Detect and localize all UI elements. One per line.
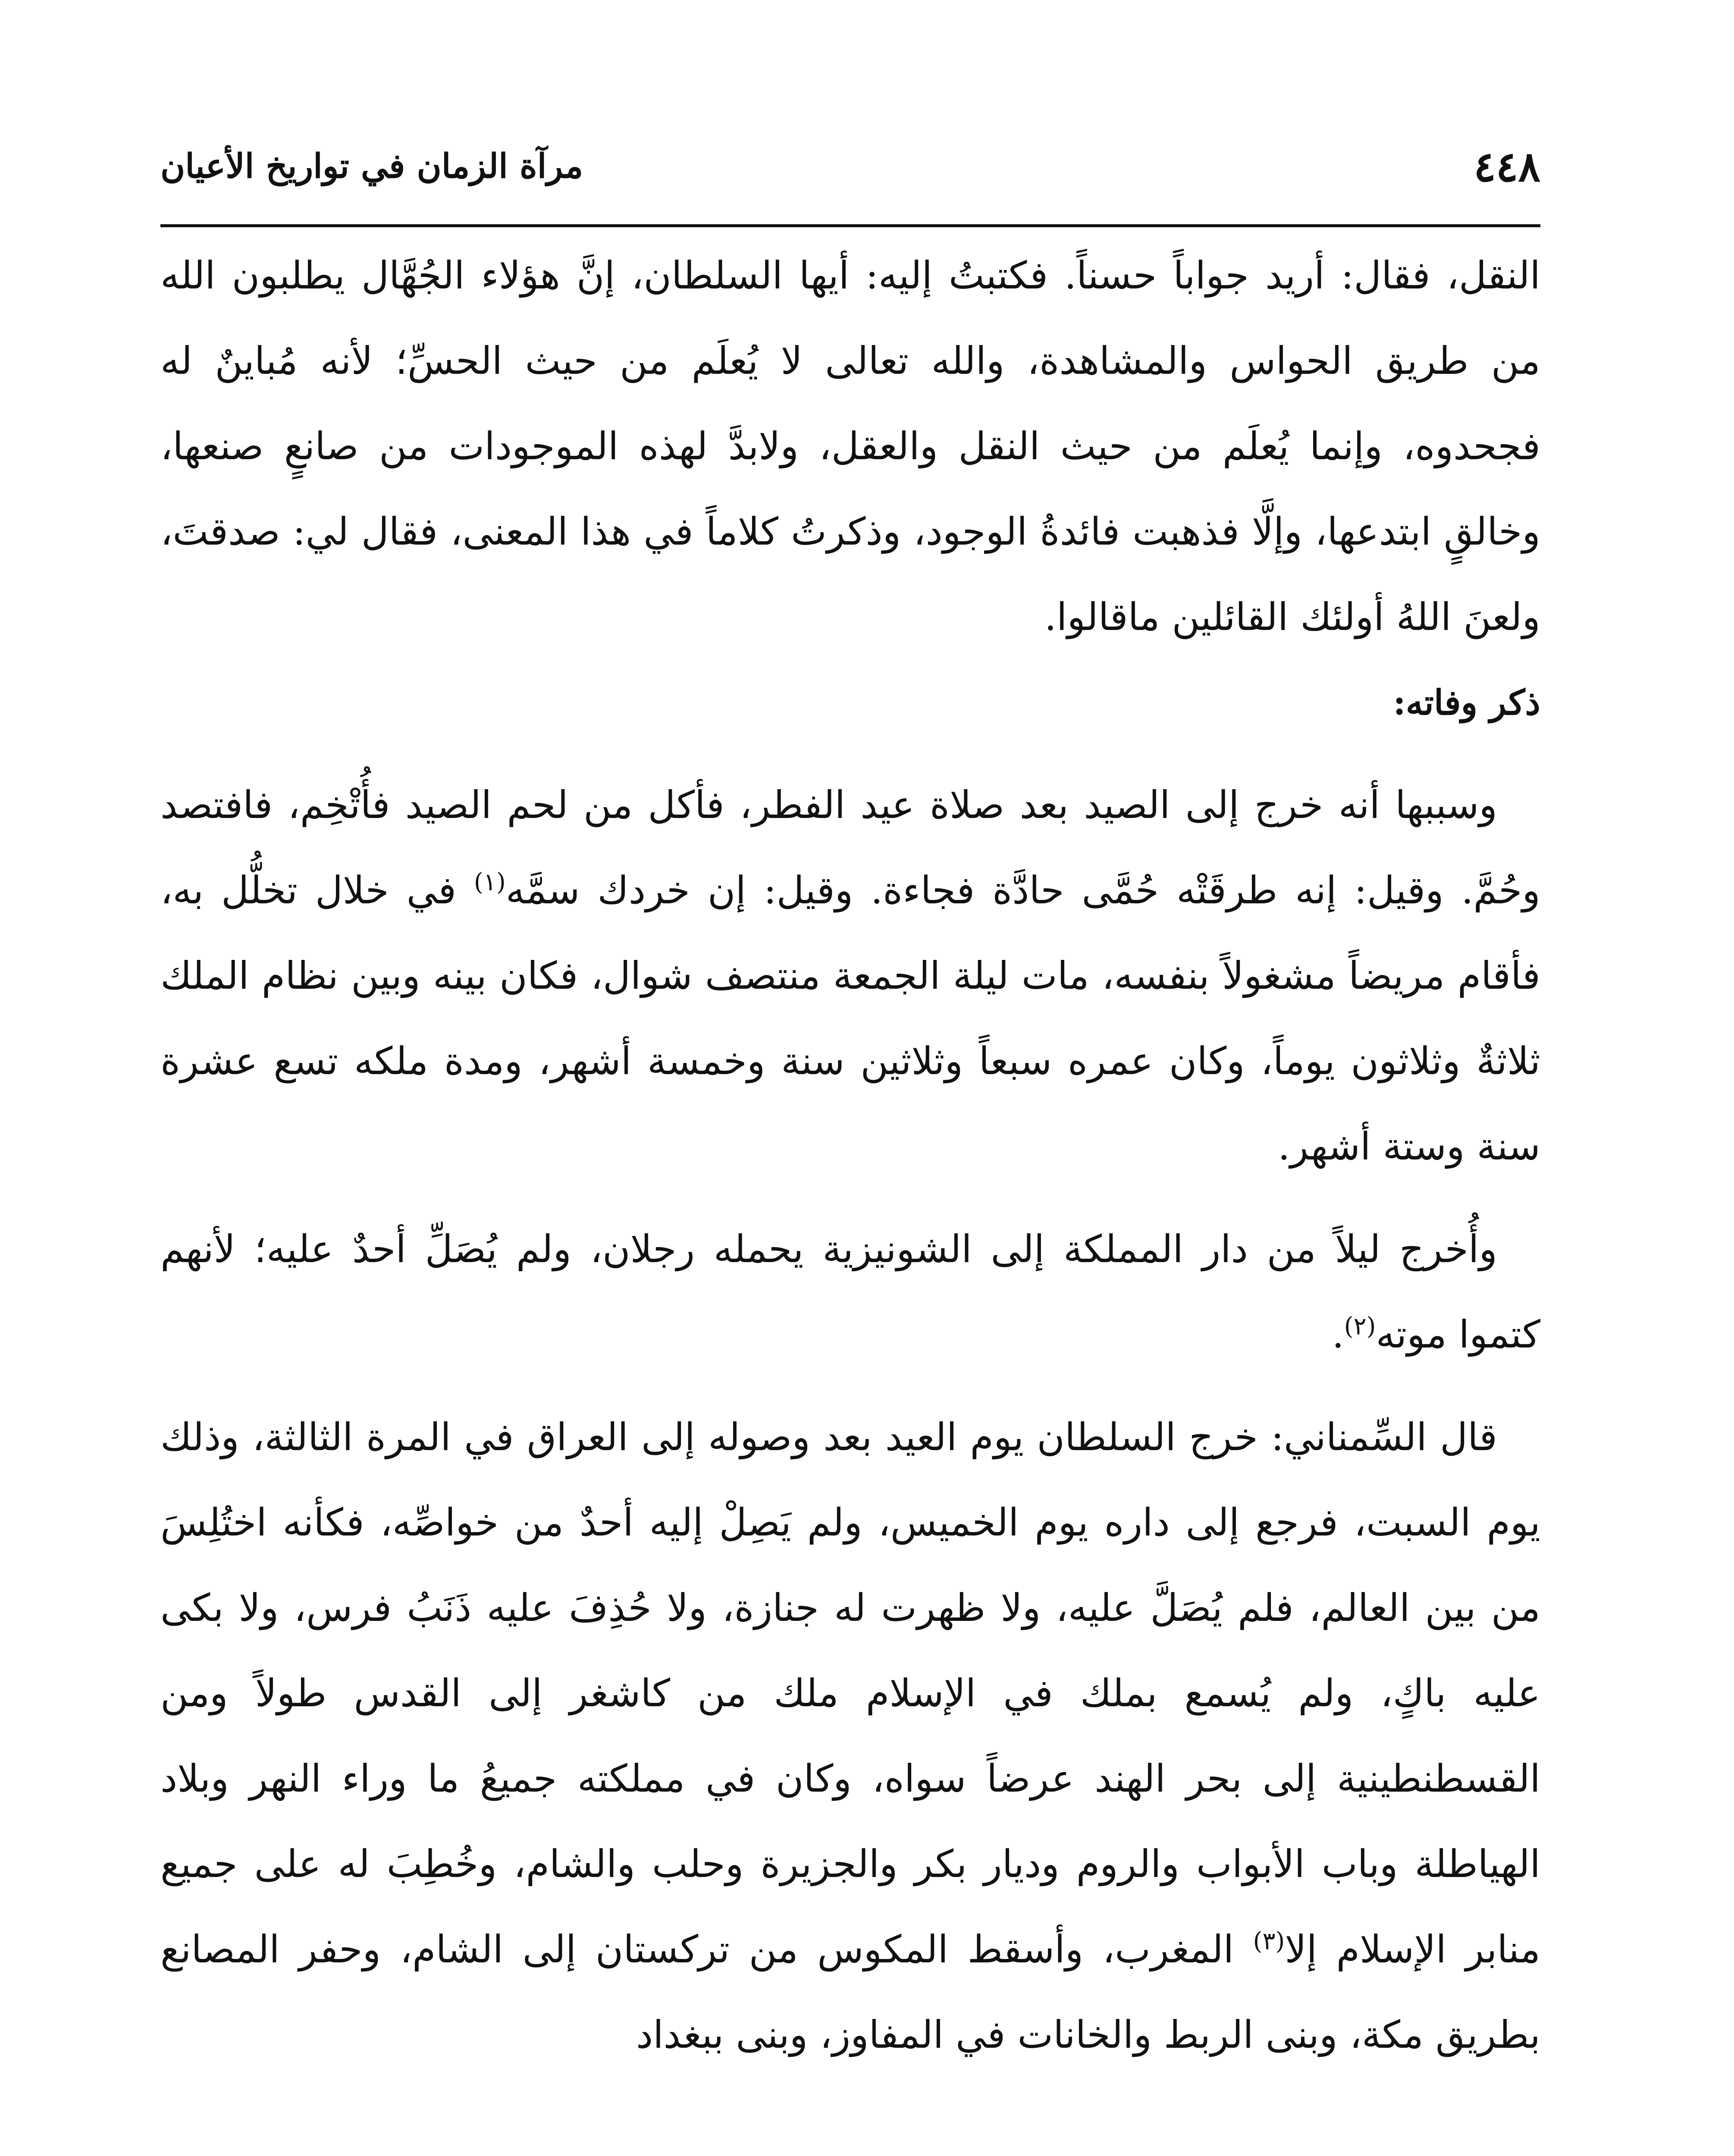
paragraph-4 <box>160 1395 1540 2078</box>
page-header <box>160 142 1540 207</box>
paragraph-4-text-b: المغرب، وأسقط المكوس من تركستان إلى الشام، وحفر المصانع بطريق مكة، وبنى الربط والخانات في المفاوز، وبنى ببغداد <box>160 1927 1540 2057</box>
paragraph-2 <box>160 762 1540 1189</box>
footnote-marker-1: (١) <box>473 868 506 896</box>
paragraph-2-text-a: وسببها أنه خرج إلى الصيد بعد صلاة عيد الفطر، فأكل من لحم الصيد فأُتْخِم، فافتصد وحُمَّ. وقيل: إنه طرقَتْه حُمَّى حادَّة فجاءة. وقيل: إن خردك سمَّه <box>160 783 1541 912</box>
footnote-marker-3: (٣) <box>1253 1927 1285 1955</box>
footnote-marker-2: (٢) <box>1344 1312 1376 1341</box>
header-rule <box>160 224 1540 227</box>
section-heading: ذكر وفاته: <box>1393 682 1540 723</box>
page-number: ٤٤٨ <box>1474 142 1540 191</box>
paragraph-3-text-b: . <box>1332 1312 1344 1357</box>
paragraph-4-text-a: قال السِّمناني: خرج السلطان يوم العيد بعد وصوله إلى العراق في المرة الثالثة، وذلك يوم السبت، فرجع إلى داره يوم الخميس، ولم يَصِلْ إليه أحدٌ من خواصِّه، فكأنه اختُلِسَ من بين العالم، فلم يُصَلَّ عليه، ولا ظهرت له جنازة، ولا حُذِفَ عليه ذَنَبُ فرس، ولا بكى عليه باكٍ، ولم يُسمع بملك في الإسلام ملك من كاشغر إلى القدس طولاً ومن القسطنطينية إلى بحر الهند عرضاً سواه، وكان في مملكته جميعُ ما وراء النهر وبلاد الهياطلة وباب الأبواب والروم وديار بكر والجزيرة وحلب والشام، وخُطِبَ له على جميع منابر الإسلام إلا <box>160 1415 1541 1971</box>
main-text <box>160 233 1540 2078</box>
paragraph-3 <box>160 1206 1540 1377</box>
paragraph-2-text-b: في خلال تخلُّل به، فأقام مريضاً مشغولاً بنفسه، مات ليلة الجمعة منتصف شوال، فكان بينه وبين نظام الملك ثلاثةٌ وثلاثون يوماً، وكان عمره سبعاً وثلاثين سنة وخمسة أشهر، ومدة ملكه تسع عشرة سنة وستة أشهر. <box>160 868 1541 1169</box>
paragraph-3-text-a: وأُخرج ليلاً من دار المملكة إلى الشونيزية يحمله رجلان، ولم يُصَلِّ أحدٌ عليه؛ لأنهم كتموا موته <box>160 1227 1540 1357</box>
running-title: مرآة الزمان في تواريخ الأعيان <box>160 147 583 186</box>
paragraph-1: النقل، فقال: أريد جواباً حسناً. فكتبتُ إليه: أيها السلطان، إنَّ هؤلاء الجُهَّال يطلبون الله من طريق الحواس والمشاهدة، والله تعالى لا يُعلَم من حيث الحسِّ؛ لأنه مُباينٌ له فجحدوه، وإنما يُعلَم من حيث النقل والعقل، ولابدَّ لهذه الموجودات من صانعٍ صنعها، وخالقٍ ابتدعها، وإلَّا فذهبت فائدةُ الوجود، وذكرتُ كلاماً في هذا المعنى، فقال لي: صدقتَ، ولعنَ اللهُ أولئك القائلين ماقالوا. <box>160 253 1540 639</box>
